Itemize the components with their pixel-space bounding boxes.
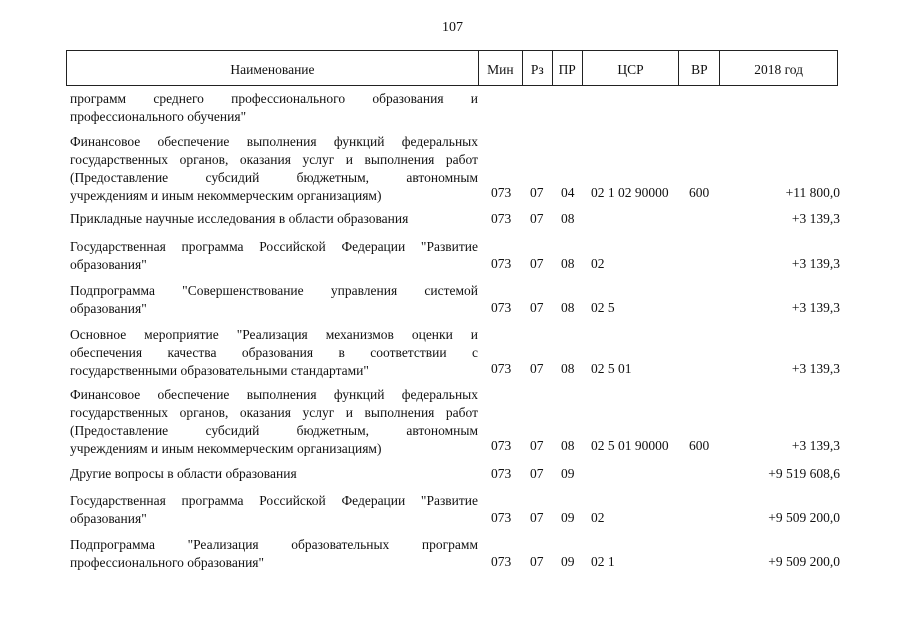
cell-csr: 02 bbox=[591, 510, 605, 525]
cell-amount: +3 139,3 bbox=[791, 438, 840, 453]
cell-pr: 08 bbox=[561, 211, 575, 226]
cell-rz: 07 bbox=[530, 256, 544, 271]
row-name-line: образования" bbox=[70, 257, 147, 272]
cell-min: 073 bbox=[491, 554, 512, 569]
row-name-line: профессионального образования" bbox=[70, 555, 265, 570]
header-min: Мин bbox=[479, 51, 523, 85]
row-name-line: обеспечения качества образования в соответствии с bbox=[70, 345, 478, 360]
row-name-line: Прикладные научные исследования в области образования bbox=[70, 211, 409, 226]
cell-csr: 02 5 bbox=[591, 300, 615, 315]
row-name-line: Государственная программа Российской Федерации "Развитие bbox=[70, 493, 478, 508]
cell-rz: 07 bbox=[530, 466, 544, 481]
row-name bbox=[70, 386, 478, 458]
cell-min: 073 bbox=[491, 466, 512, 481]
cell-rz: 07 bbox=[530, 185, 544, 200]
row-name-line: (Предоставление субсидий бюджетным, автономным bbox=[70, 170, 478, 185]
cell-amount: +11 800,0 bbox=[785, 185, 840, 200]
cell-min: 073 bbox=[491, 300, 512, 315]
row-name-line: образования" bbox=[70, 301, 147, 316]
cell-min: 073 bbox=[491, 256, 512, 271]
row-name bbox=[70, 238, 478, 274]
header-name: Наименование bbox=[67, 51, 479, 85]
cell-pr: 09 bbox=[561, 510, 575, 525]
row-name-line: образования" bbox=[70, 511, 147, 526]
cell-pr: 08 bbox=[561, 300, 575, 315]
row-name-line: Основное мероприятие "Реализация механизмов оценки и bbox=[70, 327, 478, 342]
cell-pr: 08 bbox=[561, 438, 575, 453]
cell-vr: 600 bbox=[689, 185, 710, 200]
row-name bbox=[70, 133, 478, 205]
table-header bbox=[66, 50, 838, 86]
cell-vr: 600 bbox=[689, 438, 710, 453]
cell-min: 073 bbox=[491, 438, 512, 453]
cell-amount: +9 509 200,0 bbox=[768, 554, 840, 569]
cell-min: 073 bbox=[491, 361, 512, 376]
row-name-line: Подпрограмма "Реализация образовательных программ bbox=[70, 537, 478, 552]
row-name bbox=[70, 465, 478, 483]
cell-rz: 07 bbox=[530, 510, 544, 525]
header-pr: ПР bbox=[553, 51, 583, 85]
cell-rz: 07 bbox=[530, 211, 544, 226]
row-name bbox=[70, 536, 478, 572]
cell-amount: +3 139,3 bbox=[791, 361, 840, 376]
cell-pr: 08 bbox=[561, 361, 575, 376]
row-name-line: Подпрограмма "Совершенствование управления системой bbox=[70, 283, 478, 298]
cell-csr: 02 1 bbox=[591, 554, 615, 569]
header-vr: ВР bbox=[679, 51, 720, 85]
cell-rz: 07 bbox=[530, 438, 544, 453]
row-name-line: (Предоставление субсидий бюджетным, автономным bbox=[70, 423, 478, 438]
header-rz: Рз bbox=[523, 51, 553, 85]
cell-min: 073 bbox=[491, 510, 512, 525]
row-name bbox=[70, 210, 478, 228]
cell-amount: +3 139,3 bbox=[791, 300, 840, 315]
cell-csr: 02 5 01 bbox=[591, 361, 632, 376]
row-name-line: государственных органов, оказания услуг и выполнения работ bbox=[70, 152, 478, 167]
row-name-line: Государственная программа Российской Федерации "Развитие bbox=[70, 239, 478, 254]
cell-pr: 08 bbox=[561, 256, 575, 271]
header-year: 2018 год bbox=[754, 62, 804, 77]
row-name-line: государственных органов, оказания услуг и выполнения работ bbox=[70, 405, 478, 420]
cell-amount: +3 139,3 bbox=[791, 256, 840, 271]
row-name-line: профессионального обучения" bbox=[70, 109, 247, 124]
row-name bbox=[70, 282, 478, 318]
cell-csr: 02 bbox=[591, 256, 605, 271]
row-name-line: Финансовое обеспечение выполнения функций федеральных bbox=[70, 134, 478, 149]
cell-csr: 02 1 02 90000 bbox=[591, 185, 669, 200]
cell-amount: +3 139,3 bbox=[791, 211, 840, 226]
row-name bbox=[70, 90, 478, 126]
cell-pr: 09 bbox=[561, 466, 575, 481]
cell-pr: 04 bbox=[561, 185, 575, 200]
row-name-line: Финансовое обеспечение выполнения функций федеральных bbox=[70, 387, 478, 402]
row-name bbox=[70, 492, 478, 528]
cell-amount: +9 509 200,0 bbox=[768, 510, 840, 525]
cell-amount: +9 519 608,6 bbox=[768, 466, 840, 481]
header-csr: ЦСР bbox=[583, 51, 680, 85]
cell-rz: 07 bbox=[530, 554, 544, 569]
page-number: 107 bbox=[442, 20, 463, 35]
cell-rz: 07 bbox=[530, 361, 544, 376]
cell-min: 073 bbox=[491, 185, 512, 200]
row-name-line: программ среднего профессионального образования и bbox=[70, 91, 478, 106]
cell-pr: 09 bbox=[561, 554, 575, 569]
row-name-line: учреждениям и иным некоммерческим организациям) bbox=[70, 188, 382, 203]
cell-min: 073 bbox=[491, 211, 512, 226]
row-name bbox=[70, 326, 478, 380]
row-name-line: Другие вопросы в области образования bbox=[70, 466, 297, 481]
cell-csr: 02 5 01 90000 bbox=[591, 438, 669, 453]
cell-rz: 07 bbox=[530, 300, 544, 315]
row-name-line: учреждениям и иным некоммерческим организациям) bbox=[70, 441, 382, 456]
row-name-line: государственными образовательными стандартами" bbox=[70, 363, 369, 378]
